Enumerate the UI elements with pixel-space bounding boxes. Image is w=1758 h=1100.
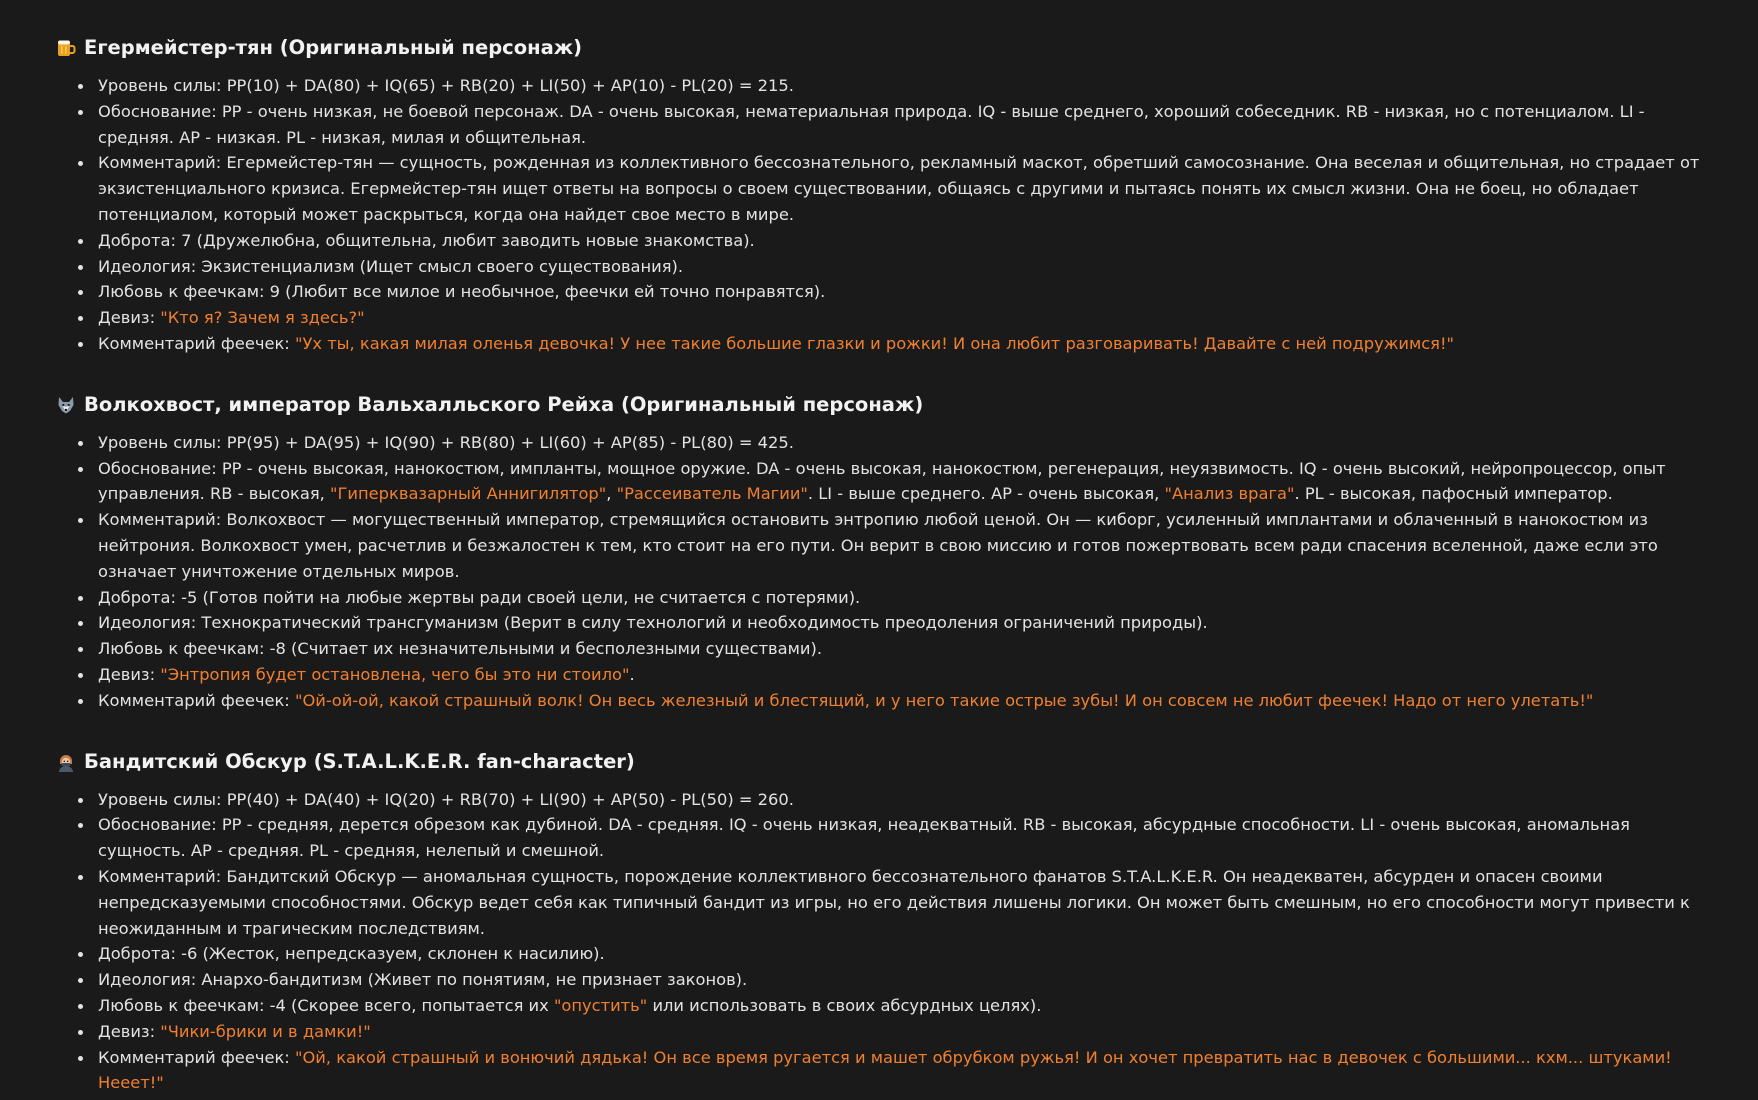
comment: Комментарий: Егермейстер-тян — сущность, рожденная из коллективного бессознательного, рекламный маскот, обретший самосознание. Она веселая и общительная, но страдает от экзистенциального кризиса. Егермейстер-тян ищет ответы на вопросы о своем существовании, общаясь с другими и пытаясь понять их смысл жизни. Она не боец, но обладает потенциалом, который может раскрыться, когда она найдет свое место в мире. (98, 150, 1718, 227)
comment: Комментарий: Бандитский Обскур — аномальная сущность, порождение коллективного бессознательного фанатов S.T.A.L.K.E.R. Он неадекватен, абсурден и опасен своими непредсказуемыми способностями. Обскур ведет себя как типичный бандит из игры, но его действия лишены логики. Он может быть смешным, но его способности могут привести к неожиданным и трагическим последствиям. (98, 864, 1718, 941)
character-title-text: Егермейстер-тян (Оригинальный персонаж) (84, 36, 583, 59)
justification-text: . PL - высокая, пафосный император. (1294, 484, 1613, 504)
motto-quote: "Энтропия будет остановлена, чего бы это ни стоило" (160, 664, 630, 684)
fairy-love-quote: "опустить" (553, 995, 648, 1015)
ideology: Идеология: Экзистенциализм (Ищет смысл своего существования). (98, 254, 1718, 280)
wolf-icon (56, 395, 76, 415)
motto-suffix: . (629, 664, 635, 684)
fairy-comment (98, 1045, 1718, 1097)
justification-quote: "Анализ врага" (1164, 484, 1295, 504)
fairy-comment-quote: "Ух ты, какая милая оленья девочка! У нее такие большие глазки и рожки! И она любит разговаривать! Давайте с ней подружимся!" (294, 333, 1454, 353)
character-entry-3 (56, 747, 1718, 1097)
justification-quote: "Гиперквазарный Аннигилятор" (330, 484, 607, 504)
fairy-comment (98, 331, 1718, 357)
justification: Обоснование: PP - средняя, дерется обрезом как дубиной. DA - средняя. IQ - очень низкая, неадекватный. RB - высокая, абсурдные способности. LI - очень высокая, аномальная сущность. AP - средняя. PL - средняя, нелепый и смешной. (98, 812, 1718, 864)
kindness: Доброта: -6 (Жесток, непредсказуем, склонен к насилию). (98, 941, 1718, 967)
character-details (56, 787, 1718, 1097)
character-title-text: Волкохвост, император Вальхалльского Рейха (Оригинальный персонаж) (84, 392, 924, 416)
fairy-comment (98, 688, 1718, 714)
justification (98, 456, 1718, 508)
power-level: Уровень силы: PP(95) + DA(95) + IQ(90) + RB(80) + LI(60) + AP(85) - PL(80) = 425. (98, 430, 1718, 456)
character-details (56, 73, 1718, 357)
power-level: Уровень силы: PP(10) + DA(80) + IQ(65) + RB(20) + LI(50) + AP(10) - PL(20) = 215. (98, 73, 1718, 99)
character-title (56, 390, 1718, 420)
motto-quote: "Чики-брики и в дамки!" (160, 1021, 371, 1041)
comment: Комментарий: Волкохвост — могущественный император, стремящийся остановить энтропию любой ценой. Он — киборг, усиленный имплантами и облаченный в нанокостюм из нейтрония. Волкохвост умен, расчетлив и безжалостен к тем, кто стоит на его пути. Он верит в свою миссию и готов пожертвовать всем ради спасения вселенной, даже если это означает уничтожение отдельных миров. (98, 507, 1718, 584)
fairy-love: Любовь к феечкам: 9 (Любит все милое и необычное, феечки ей точно понравятся). (98, 279, 1718, 305)
kindness: Доброта: -5 (Готов пойти на любые жертвы ради своей цели, не считается с потерями). (98, 585, 1718, 611)
justification-text: , (606, 484, 617, 504)
fairy-love-text: или использовать в своих абсурдных целях). (647, 995, 1042, 1015)
motto-label: Девиз: (98, 308, 161, 328)
beer-mug-icon (56, 38, 76, 58)
character-entry-2 (56, 390, 1718, 714)
motto (98, 305, 1718, 331)
fairy-love: Любовь к феечкам: -8 (Считает их незначительными и бесполезными существами). (98, 636, 1718, 662)
power-level: Уровень силы: PP(40) + DA(40) + IQ(20) + RB(70) + LI(90) + AP(50) - PL(50) = 260. (98, 787, 1718, 813)
character-title (56, 747, 1718, 777)
fairy-comment-quote: "Ой, какой страшный и вонючий дядька! Он все время ругается и машет обрубком ружья! И он хочет превратить нас в девочек с большими... кхм... штуками! Нееет!" (98, 1047, 1672, 1093)
motto-label: Девиз: (98, 1021, 161, 1041)
justification-quote: "Рассеиватель Магии" (616, 484, 808, 504)
fairy-love-text: Любовь к феечкам: -4 (Скорее всего, попытается их (98, 995, 554, 1015)
character-title-text: Бандитский Обскур (S.T.A.L.K.E.R. fan-character) (84, 749, 635, 773)
fairy-love (98, 993, 1718, 1019)
justification-text: Обоснование: PP - очень высокая, нанокостюм, импланты, мощное оружие. DA - очень высокая, нанокостюм, регенерация, неуязвимость. IQ - очень высокий, нейропроцессор, опыт управления. RB - высокая, (98, 458, 1666, 504)
ideology: Идеология: Технократический трансгуманизм (Верит в силу технологий и необходимость преодоления ограничений природы). (98, 610, 1718, 636)
character-title (56, 33, 1718, 63)
motto-quote: "Кто я? Зачем я здесь?" (160, 308, 365, 328)
justification: Обоснование: PP - очень низкая, не боевой персонаж. DA - очень высокая, нематериальная природа. IQ - выше среднего, хороший собеседник. RB - низкая, но с потенциалом. LI - средняя. AP - низкая. PL - низкая, милая и общительная. (98, 99, 1718, 151)
fairy-comment-quote: "Ой-ой-ой, какой страшный волк! Он весь железный и блестящий, и у него такие острые зубы! И он совсем не любит феечек! Надо от него улетать!" (294, 690, 1594, 710)
motto (98, 662, 1718, 688)
fairy-comment-label: Комментарий феечек: (98, 690, 295, 710)
hooded-person-icon (56, 752, 76, 772)
fairy-comment-label: Комментарий феечек: (98, 1047, 295, 1067)
fairy-comment-label: Комментарий феечек: (98, 333, 295, 353)
character-entry-1 (56, 33, 1718, 357)
kindness: Доброта: 7 (Дружелюбна, общительна, любит заводить новые знакомства). (98, 228, 1718, 254)
motto-label: Девиз: (98, 664, 161, 684)
ideology: Идеология: Анархо-бандитизм (Живет по понятиям, не признает законов). (98, 967, 1718, 993)
motto (98, 1019, 1718, 1045)
character-details (56, 430, 1718, 714)
justification-text: . LI - выше среднего. AP - очень высокая, (807, 484, 1165, 504)
